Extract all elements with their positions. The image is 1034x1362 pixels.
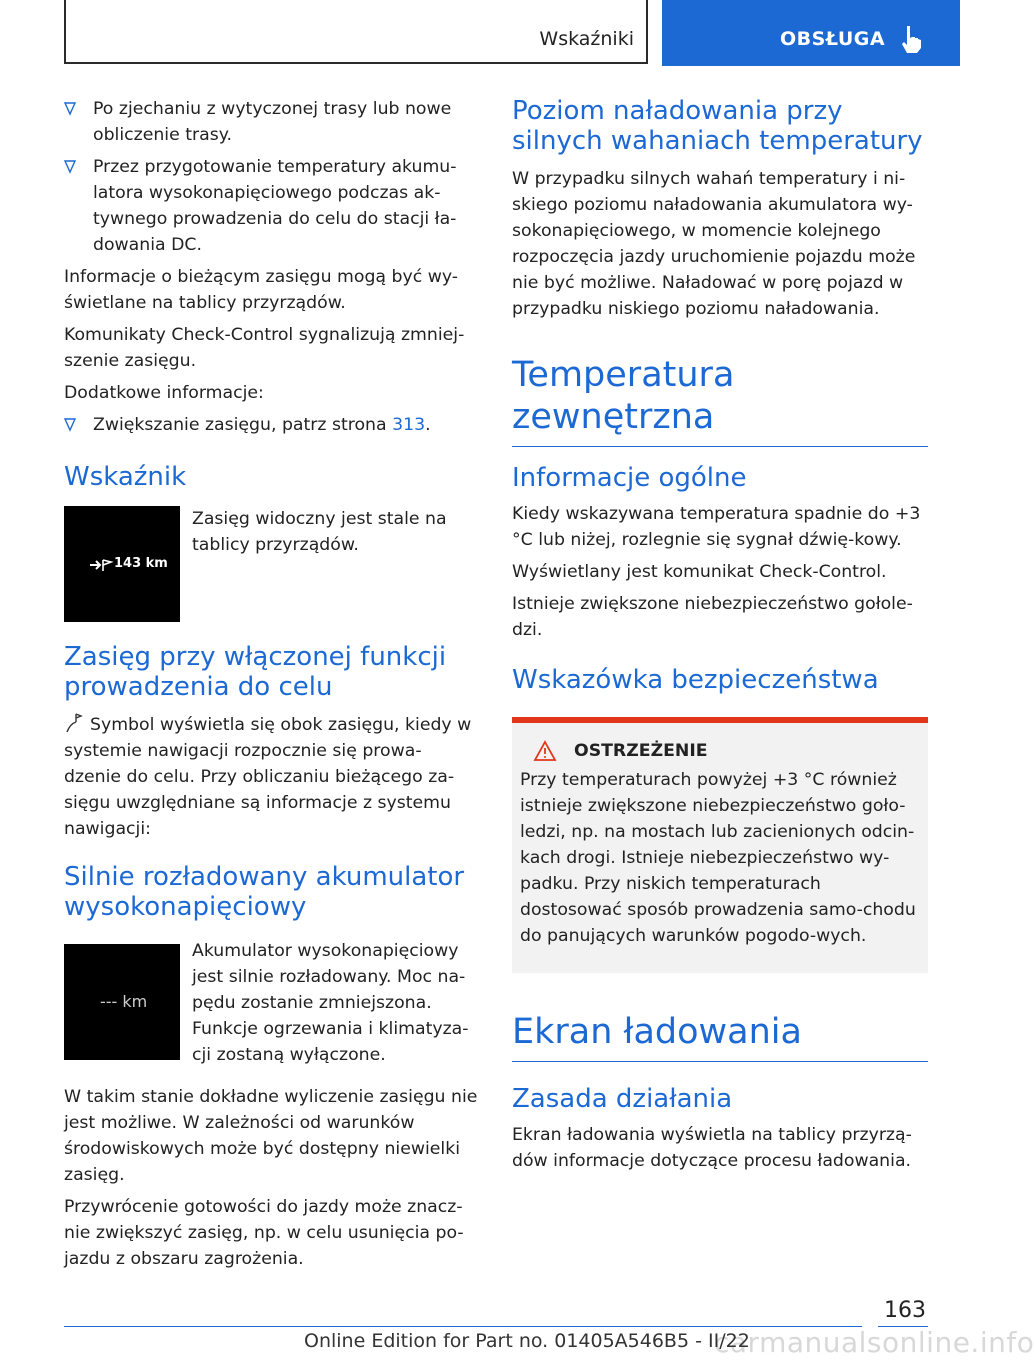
header-chapter-title: OBSŁUGA: [780, 28, 886, 50]
paragraph: Kiedy wskazywana temperatura spadnie do +3 °C lub niżej, rozlegnie się sygnał dźwię-kowy.: [512, 504, 921, 550]
heading-safety-note: Wskazówka bezpieczeństwa: [512, 665, 879, 695]
figure-caption: Zasięg widoczny jest stale na tablicy przyrządów.: [192, 509, 447, 555]
heading-general-info: Informacje ogólne: [512, 463, 747, 493]
nav-description: Symbol wyświetla się obok zasięgu, kiedy w systemie nawigacji rozpocznie się prowa-dzenie do celu. Przy obliczaniu bieżącego za-sięgu uwzględniane są informacje z systemu nawigacji:: [64, 715, 472, 839]
header-section-box: [64, 0, 648, 64]
heading-principle: Zasada działania: [512, 1084, 733, 1114]
list-item-text: Przez przygotowanie temperatury akumu-latora wysokonapięciowego podczas ak-tywnego prowadzenia do celu do stacji ła-dowania DC.: [93, 157, 457, 255]
list-item-end: .: [425, 415, 431, 435]
list-item: [64, 96, 478, 148]
watermark: carmanualsonline.info: [714, 1326, 1034, 1359]
route-flag-icon: [64, 712, 82, 734]
list-item-text: Po zjechaniu z wytyczonej trasy lub nowe obliczenie trasy.: [93, 99, 452, 145]
paragraph: Komunikaty Check-Control sygnalizują zmniej-szenie zasięgu.: [64, 325, 465, 371]
paragraph: Informacje o bieżącym zasięgu mogą być wy-świetlane na tablicy przyrządów.: [64, 267, 459, 313]
triangle-bullet-icon: [64, 160, 76, 173]
paragraph: Istnieje zwiększone niebezpieczeństwo gołole-dzi.: [512, 594, 913, 640]
heading-discharged: Silnie rozładowany akumulator wysokonapięciowy: [64, 862, 465, 922]
warning-triangle-icon: [534, 741, 556, 761]
warning-box: [512, 717, 928, 973]
figure-caption: Akumulator wysokonapięciowy jest silnie rozładowany. Moc na-pędu zostanie zmniejszona. Funkcje ogrzewania i klimatyza-cji zostaną wyłączone.: [192, 941, 469, 1065]
paragraph: Ekran ładowania wyświetla na tablicy przyrzą-dów informacje dotyczące procesu ładowania.: [512, 1125, 912, 1171]
triangle-bullet-icon: [64, 418, 76, 431]
paragraph: Przywrócenie gotowości do jazdy może znacz-nie zwiększyć zasięg, np. w celu usunięcia po-jazdu z obszaru zagrożenia.: [64, 1197, 464, 1269]
warning-text: Przy temperaturach powyżej +3 °C również istnieje zwiększone niebezpieczeństwo goło-ledzi, np. na mostach lub zacienionych odcin-kach drogi. Istnieje niebezpieczeństwo wy-padku. Przy niskich temperaturach dostosować sposób prowadzenia samo-chodu do panujących warunków pogodo-wych.: [520, 770, 916, 946]
list-item: [64, 154, 478, 258]
pointing-hand-icon: [898, 24, 924, 54]
paragraph: Wyświetlany jest komunikat Check-Control.: [512, 562, 887, 582]
heading-charge-level: Poziom naładowania przy silnych wahaniach temperatury: [512, 96, 923, 156]
heading-outside-temperature: Temperatura zewnętrzna: [512, 354, 928, 447]
range-value: 143 km: [114, 556, 168, 571]
header-chapter-tab[interactable]: [662, 0, 960, 66]
header-section-title: Wskaźniki: [539, 28, 634, 50]
page-number: 163: [884, 1298, 926, 1323]
paragraph: [64, 712, 478, 842]
left-column: [64, 96, 478, 1278]
bullet-list: [64, 412, 478, 438]
list-item-text: Zwiększanie zasięgu, patrz strona: [93, 415, 393, 435]
paragraph: W przypadku silnych wahań temperatury i ni-skiego poziomu naładowania akumulatora wy-sokonapięciowego, w momencie kolejnego rozpoczęcia jazdy uruchomienie pojazdu może nie być możliwe. Naładować w porę pojazd w przypadku niskiego poziomu naładowania.: [512, 169, 916, 319]
arrow-flag-icon: [89, 558, 113, 572]
warning-title: OSTRZEŻENIE: [574, 741, 708, 761]
paragraph: Dodatkowe informacje:: [64, 383, 264, 403]
footer-edition: Online Edition for Part no. 01405A546B5 - II/22: [304, 1330, 750, 1352]
discharged-display-image: [64, 944, 180, 1060]
page-reference-link[interactable]: 313: [392, 415, 426, 435]
warning-title-row: [520, 741, 918, 761]
figure-discharged-row: [64, 938, 478, 1074]
list-item: [64, 412, 478, 438]
triangle-bullet-icon: [64, 102, 76, 115]
heading-indicator: Wskaźnik: [64, 462, 187, 492]
bullet-list: [64, 96, 478, 258]
heading-nav-range: Zasięg przy włączonej funkcji prowadzenia do celu: [64, 642, 447, 702]
heading-charging-screen: Ekran ładowania: [512, 1011, 928, 1062]
paragraph: W takim stanie dokładne wyliczenie zasięgu nie jest możliwe. W zależności od warunków środowiskowych może być dostępny niewielki zasięg.: [64, 1087, 478, 1185]
discharged-range-value: --- km: [100, 992, 148, 1011]
figure-range-row: [64, 506, 478, 622]
range-display-image: [64, 506, 180, 622]
right-column: [512, 96, 928, 1180]
